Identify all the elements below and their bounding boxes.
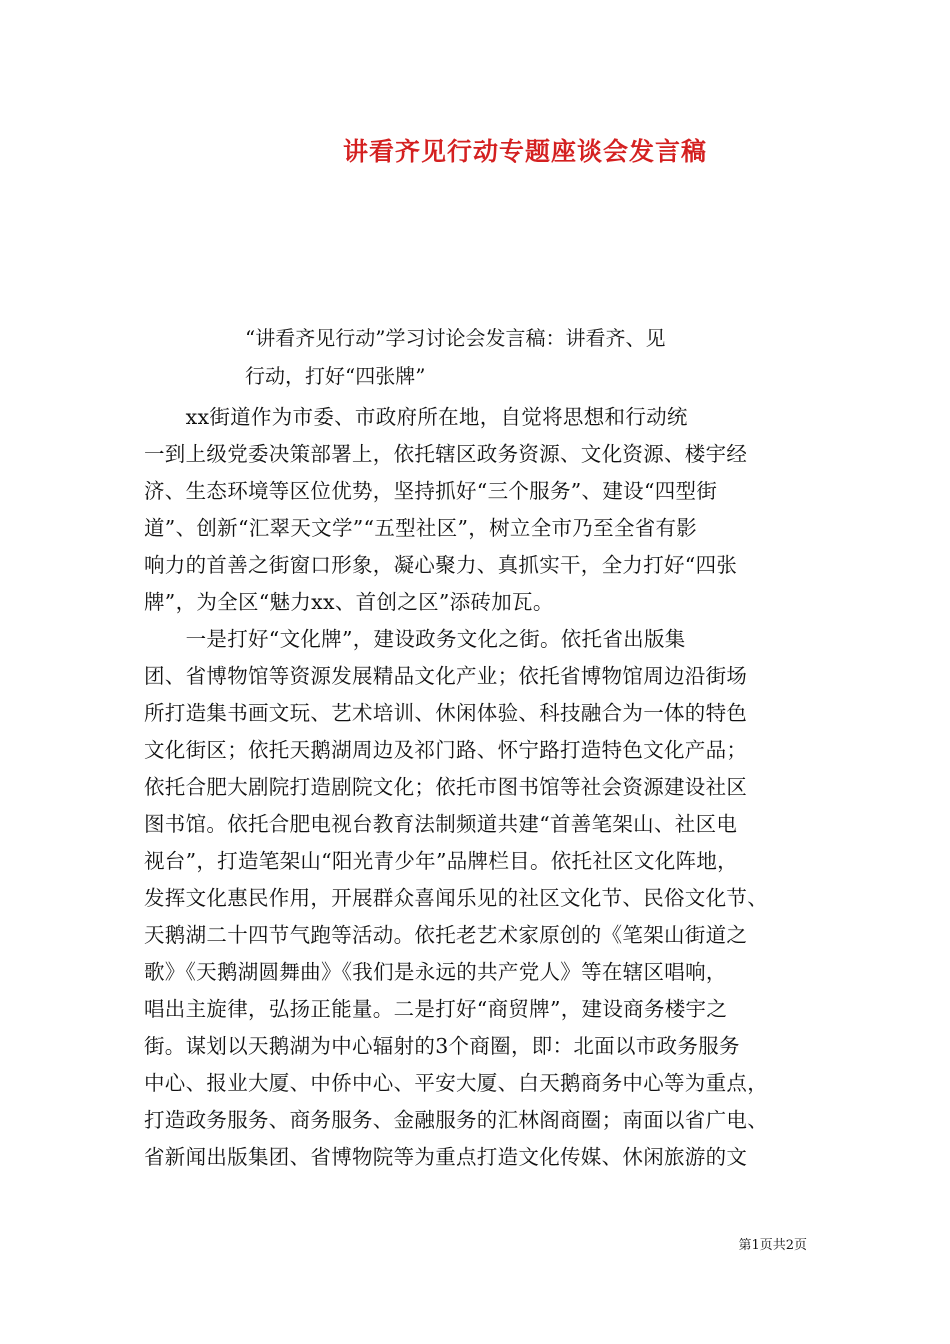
body-line: 所打造集书画文玩、艺术培训、休闲体验、科技融合为一体的特色: [144, 701, 748, 725]
body-line: 唱出主旋律，弘扬正能量。二是打好“商贸牌”，建设商务楼宇之: [144, 997, 728, 1021]
body-line: 图书馆。依托合肥电视台教育法制频道共建“首善笔架山、社区电: [144, 812, 738, 836]
body-line: 一是打好“文化牌”，建设政务文化之街。依托省出版集: [144, 627, 686, 651]
body-line: 依托合肥大剧院打造剧院文化；依托市图书馆等社会资源建设社区: [144, 775, 748, 799]
document-title: 讲看齐见行动专题座谈会发言稿: [342, 137, 707, 166]
body-line: 天鹅湖二十四节气跑等活动。依托老艺术家原创的《笔架山街道之: [144, 923, 748, 947]
body-line: 中心、报业大厦、中侨中心、平安大厦、白天鹅商务中心等为重点，: [144, 1071, 768, 1095]
body-line: 歌》《天鹅湖圆舞曲》《我们是永远的共产党人》等在辖区唱响，: [144, 960, 727, 984]
body-line: 牌”，为全区“魅力xx、首创之区”添砖加瓦。: [144, 590, 554, 614]
body-line: 文化街区；依托天鹅湖周边及祁门路、怀宁路打造特色文化产品；: [144, 738, 748, 762]
body-line: 团、省博物馆等资源发展精品文化产业；依托省博物馆周边沿街场: [144, 664, 748, 688]
body-line: 一到上级党委决策部署上，依托辖区政务资源、文化资源、楼宇经: [144, 442, 748, 466]
body-line: 发挥文化惠民作用，开展群众喜闻乐见的社区文化节、民俗文化节、: [144, 886, 768, 910]
body-line: 视台”，打造笔架山“阳光青少年”品牌栏目。依托社区文化阵地，: [144, 849, 738, 873]
body-line: xx街道作为市委、市政府所在地，自觉将思想和行动统: [144, 405, 688, 429]
body-line: 打造政务服务、商务服务、金融服务的汇林阁商圈；南面以省广电、: [144, 1108, 768, 1132]
body-line: 省新闻出版集团、省博物院等为重点打造文化传媒、休闲旅游的文: [144, 1145, 748, 1169]
body-line: 济、生态环境等区位优势，坚持抓好“三个服务”、建设“四型街: [144, 479, 718, 503]
subtitle-line: 行动，打好“四张牌”: [245, 364, 426, 388]
body-line: 道”、创新“汇翠天文学”“五型社区”，树立全市乃至全省有影: [144, 516, 698, 540]
subtitle-line: “讲看齐见行动”学习讨论会发言稿：讲看齐、见: [245, 326, 666, 350]
body-line: 街。谋划以天鹅湖为中心辐射的3个商圈，即：北面以市政务服务: [144, 1034, 740, 1058]
page-number: 第1页共2页: [738, 1238, 807, 1253]
body-line: 响力的首善之街窗口形象，凝心聚力、真抓实干，全力打好“四张: [144, 553, 738, 577]
